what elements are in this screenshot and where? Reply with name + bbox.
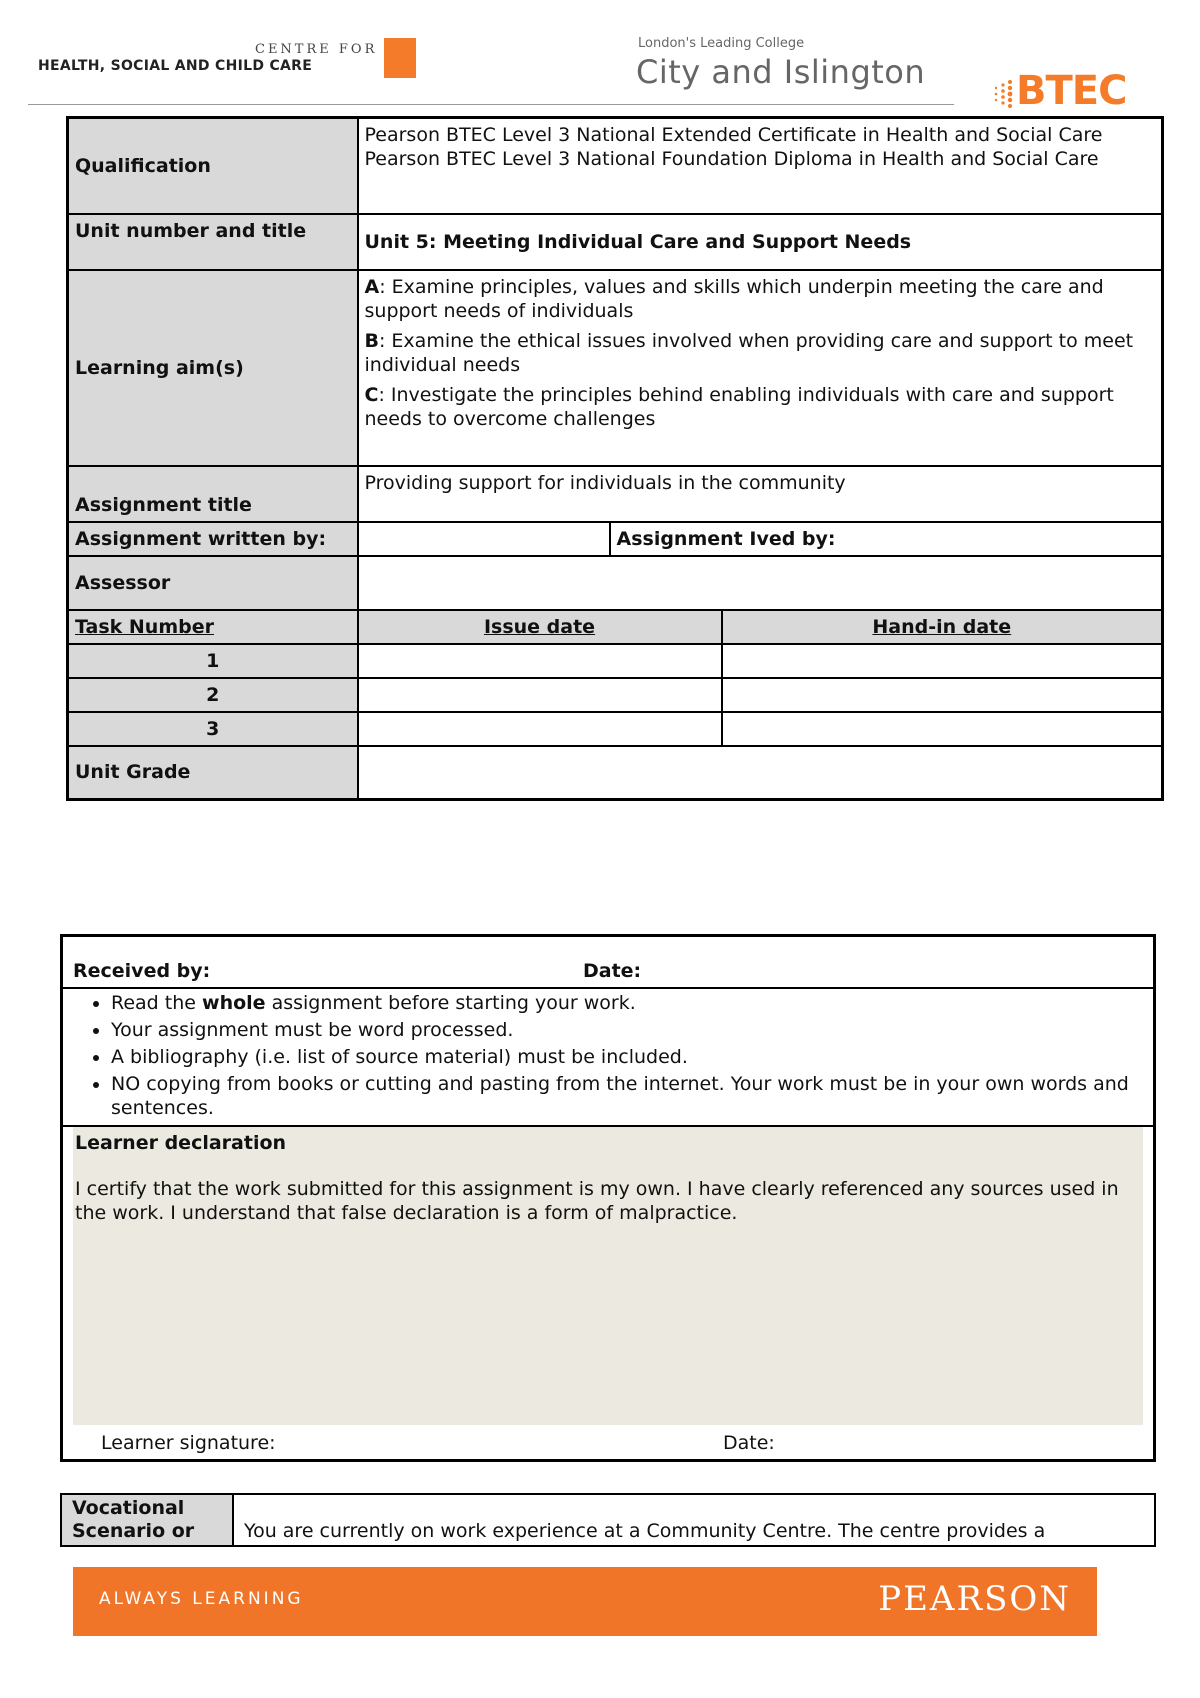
assessor-value[interactable]	[358, 556, 1163, 610]
scenario-label-line-2: Scenario or	[72, 1520, 195, 1542]
scenario-label-line-1: Vocational	[72, 1497, 185, 1519]
qualification-line-1: Pearson BTEC Level 3 National Extended Certificate in Health and Social Care	[364, 124, 1103, 146]
college-name: City and Islington	[636, 53, 926, 91]
signature-date-label: Date:	[723, 1431, 775, 1454]
task-number-1: 1	[68, 644, 358, 678]
assignment-details-table	[66, 116, 1164, 801]
aim-text: : Investigate the principles behind enabling individuals with care and support needs to overcome challenges	[364, 383, 1114, 430]
qualification-value	[358, 118, 1163, 214]
received-date-label: Date:	[583, 959, 642, 982]
received-by-label: Received by:	[73, 959, 211, 982]
ived-by-label: Assignment Ived by:	[610, 522, 1163, 556]
task-3-handin-date[interactable]	[722, 712, 1163, 746]
centre-name: HEALTH, SOCIAL AND CHILD CARE	[38, 58, 313, 74]
pearson-logo: PEARSON	[878, 1579, 1071, 1619]
instruction-item: • Your assignment must be word processed.	[111, 1018, 1143, 1042]
btec-dots-icon	[990, 78, 1016, 110]
aim-text: : Examine the ethical issues involved when providing care and support to meet individual needs	[364, 329, 1134, 376]
assignment-title-label: Assignment title	[68, 466, 358, 522]
unit-value: Unit 5: Meeting Individual Care and Support Needs	[358, 214, 1163, 270]
instruction-item: • A bibliography (i.e. list of source material) must be included.	[111, 1045, 1143, 1069]
task-1-handin-date[interactable]	[722, 644, 1163, 678]
unit-grade-label: Unit Grade	[68, 746, 358, 800]
header-divider	[28, 104, 954, 105]
learner-signature-label: Learner signature:	[101, 1431, 276, 1454]
centre-for-text: CENTRE FOR	[255, 42, 378, 57]
task-number-3: 3	[68, 712, 358, 746]
aim-letter: A	[364, 275, 380, 298]
btec-logo-text: BTEC	[1016, 68, 1127, 114]
instructions-cell	[62, 988, 1155, 1126]
college-tagline: London's Leading College	[638, 36, 805, 51]
aim-letter: C	[364, 383, 379, 406]
task-2-issue-date[interactable]	[358, 678, 722, 712]
declaration-title: Learner declaration	[75, 1131, 287, 1154]
unit-grade-value[interactable]	[358, 746, 1163, 800]
qualification-label: Qualification	[68, 118, 358, 214]
task-number-2: 2	[68, 678, 358, 712]
instruction-emphasis: whole	[202, 991, 266, 1014]
instruction-text: assignment before starting your work.	[265, 991, 636, 1014]
learner-declaration-cell	[62, 1126, 1155, 1461]
learner-declaration-box	[73, 1127, 1143, 1425]
assessor-label: Assessor	[68, 556, 358, 610]
learning-aims-label: Learning aim(s)	[68, 270, 358, 466]
instruction-item: • NO copying from books or cutting and pasting from the internet. Your work must be in your own words and sentences.	[111, 1072, 1143, 1120]
scenario-label	[61, 1494, 233, 1546]
declaration-text: I certify that the work submitted for this assignment is my own. I have clearly referenced any sources used in the work. I understand that false declaration is a form of malpractice.	[75, 1177, 1119, 1224]
centre-logo-square	[384, 38, 416, 78]
instruction-item	[111, 991, 1143, 1015]
handin-date-header: Hand-in date	[722, 610, 1163, 644]
instructions-list	[73, 991, 1143, 1120]
signature-row	[63, 1425, 1153, 1459]
written-by-value[interactable]	[358, 522, 610, 556]
scenario-table	[60, 1493, 1156, 1547]
unit-label: Unit number and title	[68, 214, 358, 270]
received-by-row	[62, 936, 1155, 988]
task-1-issue-date[interactable]	[358, 644, 722, 678]
footer-tagline: ALWAYS LEARNING	[99, 1589, 304, 1609]
written-by-label: Assignment written by:	[68, 522, 358, 556]
assignment-title-value: Providing support for individuals in the community	[358, 466, 1163, 522]
learning-aim-b	[365, 329, 1156, 377]
task-2-handin-date[interactable]	[722, 678, 1163, 712]
aim-text: : Examine principles, values and skills which underpin meeting the care and support needs of individuals	[364, 275, 1104, 322]
scenario-text: You are currently on work experience at a Community Centre. The centre provides a	[233, 1494, 1155, 1546]
btec-logo	[990, 68, 1140, 116]
submission-table	[60, 934, 1156, 1462]
instruction-text: Read the	[111, 991, 203, 1014]
learning-aims-value	[358, 270, 1163, 466]
task-3-issue-date[interactable]	[358, 712, 722, 746]
pearson-footer-banner	[73, 1567, 1097, 1636]
issue-date-header: Issue date	[358, 610, 722, 644]
learning-aim-a	[365, 275, 1156, 323]
aim-letter: B	[364, 329, 379, 352]
learning-aim-c	[365, 383, 1156, 431]
qualification-line-2: Pearson BTEC Level 3 National Foundation Diploma in Health and Social Care	[364, 148, 1099, 170]
task-number-header: Task Number	[68, 610, 358, 644]
